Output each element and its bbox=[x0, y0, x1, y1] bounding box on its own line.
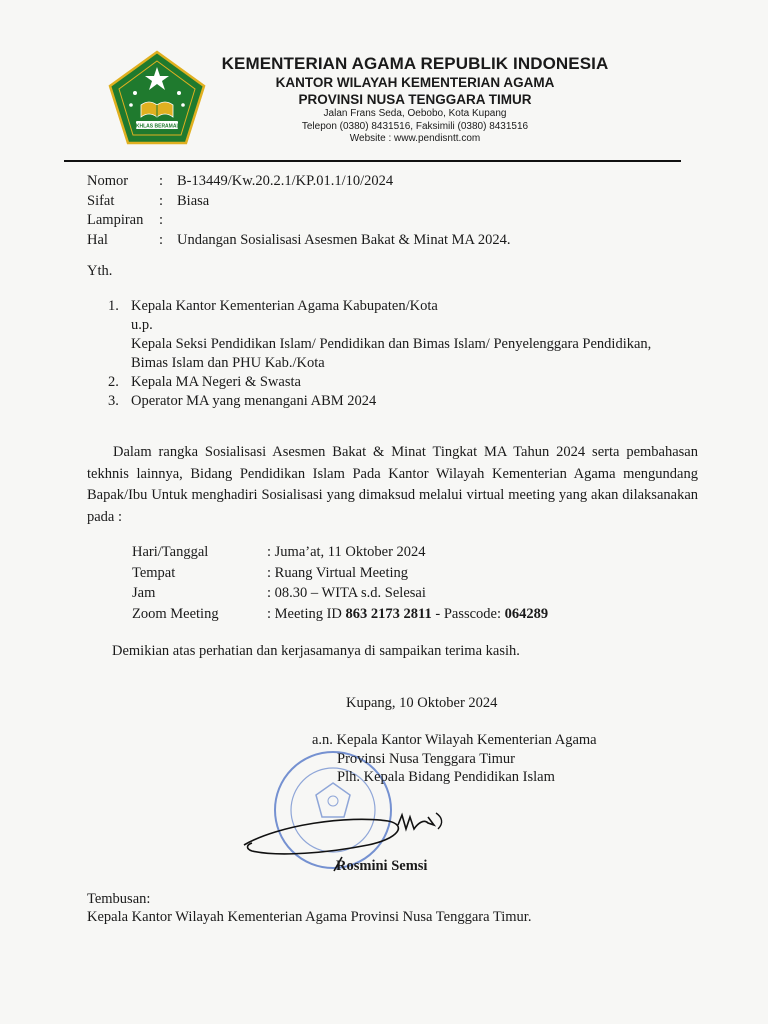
list-number: 2. bbox=[108, 374, 119, 390]
event-row-zoom bbox=[132, 604, 548, 625]
letterhead-province: PROVINSI NUSA TENGGARA TIMUR bbox=[298, 92, 532, 107]
meta-value: Biasa bbox=[177, 192, 210, 209]
recipient-line: Kepala Seksi Pendidikan Islam/ Pendidikan dan Bimas Islam/ Penyelenggara Pendidikan, bbox=[131, 336, 652, 352]
zoom-mid: - Passcode: bbox=[431, 605, 505, 622]
recipient-line: u.p. bbox=[131, 317, 153, 333]
letterhead-divider bbox=[64, 160, 681, 162]
logo-ribbon-text: IKHLAS BERAMAL bbox=[134, 123, 180, 130]
signature-line-3: Plh. Kepala Bidang Pendidikan Islam bbox=[337, 769, 555, 785]
meta-colon: : bbox=[159, 212, 164, 228]
recipient-list bbox=[108, 297, 708, 411]
meta-key: Nomor bbox=[87, 173, 129, 189]
event-value: : 08.30 – WITA s.d. Selesai bbox=[267, 585, 426, 601]
letterhead-website: Website : www.pendisntt.com bbox=[349, 133, 481, 144]
tembusan-heading: Tembusan: bbox=[87, 891, 151, 907]
letterhead-office: KANTOR WILAYAH KEMENTERIAN AGAMA bbox=[275, 75, 555, 90]
letterhead-ministry: KEMENTERIAN AGAMA REPUBLIK INDONESIA bbox=[221, 54, 609, 73]
event-row-place bbox=[132, 563, 548, 584]
meta-row-lampiran bbox=[87, 211, 510, 231]
list-item bbox=[108, 373, 708, 392]
meta-value: Undangan Sosialisasi Asesmen Bakat & Minat MA 2024. bbox=[177, 231, 511, 248]
passcode: 064289 bbox=[504, 605, 549, 622]
meta-colon: : bbox=[159, 173, 164, 189]
event-label: Hari/Tanggal bbox=[132, 544, 209, 560]
list-number: 1. bbox=[108, 298, 119, 314]
recipient-line: Kepala Kantor Kementerian Agama Kabupaten/Kota bbox=[131, 298, 438, 314]
letterhead-address: Jalan Frans Seda, Oebobo, Kota Kupang bbox=[323, 108, 507, 119]
letterhead-phone: Telepon (0380) 8431516, Faksimili (0380) 8431516 bbox=[301, 120, 529, 132]
meta-key: Sifat bbox=[87, 192, 115, 209]
event-label: Tempat bbox=[132, 564, 176, 581]
meta-colon: : bbox=[159, 192, 164, 209]
list-item bbox=[108, 392, 708, 411]
meta-row-sifat bbox=[87, 192, 510, 212]
tembusan-item: Kepala Kantor Wilayah Kementerian Agama Provinsi Nusa Tenggara Timur. bbox=[87, 909, 532, 925]
event-row-time bbox=[132, 583, 548, 604]
signature-line-1: a.n. Kepala Kantor Wilayah Kementerian Agama bbox=[312, 732, 597, 748]
salutation: Yth. bbox=[87, 263, 113, 279]
meta-row-hal bbox=[87, 231, 510, 251]
event-details bbox=[132, 542, 548, 624]
event-label: Jam bbox=[132, 585, 156, 601]
place-date: Kupang, 10 Oktober 2024 bbox=[346, 695, 498, 711]
event-value: : Ruang Virtual Meeting bbox=[267, 564, 409, 581]
meta-key: Lampiran bbox=[87, 212, 144, 228]
list-number: 3. bbox=[108, 393, 119, 409]
meta-key: Hal bbox=[87, 231, 108, 248]
recipient-line: Operator MA yang menangani ABM 2024 bbox=[131, 393, 377, 409]
meta-row-nomor bbox=[87, 172, 510, 192]
event-row-day bbox=[132, 542, 548, 563]
meeting-id: 863 2173 2811 bbox=[345, 605, 432, 622]
letterhead bbox=[200, 54, 630, 146]
signature-line-2: Provinsi Nusa Tenggara Timur bbox=[337, 751, 515, 767]
zoom-prefix: : Meeting ID bbox=[267, 605, 346, 622]
list-item bbox=[108, 297, 708, 373]
event-value: : Juma’at, 11 Oktober 2024 bbox=[267, 544, 426, 560]
event-label: Zoom Meeting bbox=[132, 605, 219, 622]
meta-value: B-13449/Kw.20.2.1/KP.01.1/10/2024 bbox=[177, 173, 394, 189]
meta-colon: : bbox=[159, 231, 164, 248]
letter-meta bbox=[87, 172, 510, 250]
body-paragraph: Dalam rangka Sosialisasi Asesmen Bakat & Minat Tingkat MA Tahun 2024 serta pembahasan tekhnis lainnya, Bidang Pendidikan Islam Pada Kantor Wilayah Kementerian Agama mengundang Bapak/Ibu Untuk menghadiri Sosialisasi yang dimaksud melalui virtual meeting yang akan dilaksanakan pada : bbox=[87, 444, 698, 525]
ministry-logo-icon bbox=[107, 49, 207, 149]
signer-name: Rosmini Semsi bbox=[336, 858, 428, 874]
recipient-line: Kepala MA Negeri & Swasta bbox=[131, 374, 301, 390]
closing-sentence: Demikian atas perhatian dan kerjasamanya di sampaikan terima kasih. bbox=[112, 643, 520, 659]
recipient-line: Bimas Islam dan PHU Kab./Kota bbox=[131, 355, 325, 371]
